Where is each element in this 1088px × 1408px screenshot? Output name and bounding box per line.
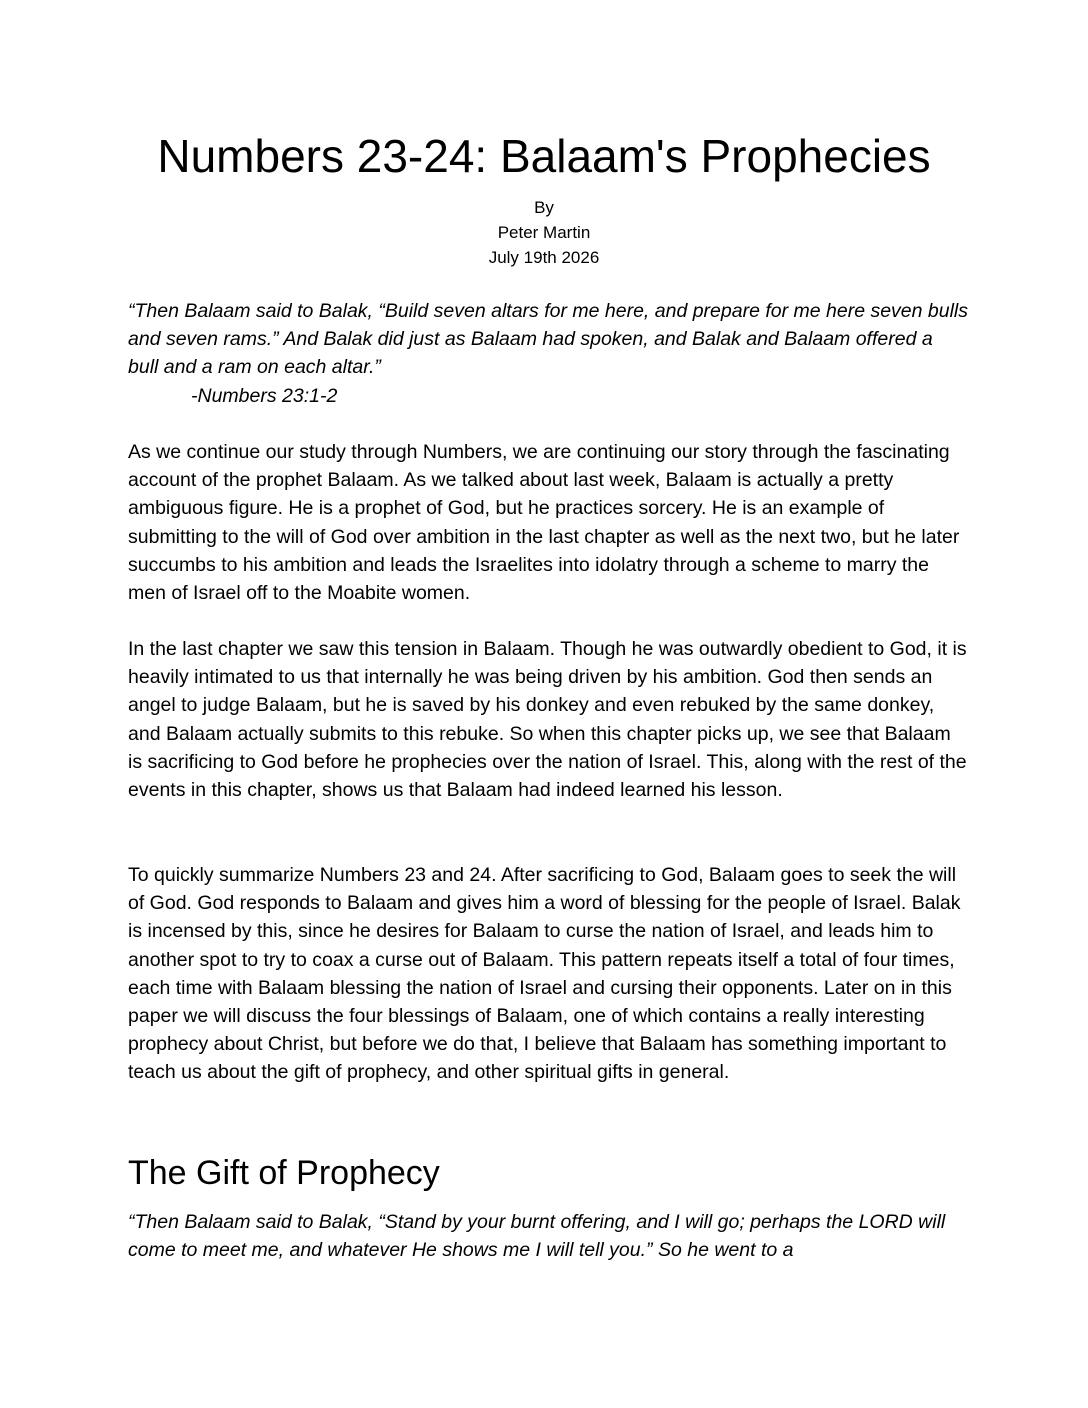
document-title: Numbers 23-24: Balaam's Prophecies bbox=[157, 130, 931, 182]
section-heading: The Gift of Prophecy bbox=[128, 1154, 440, 1192]
epigraph-citation: -Numbers 23:1-2 bbox=[191, 385, 338, 407]
epigraph-quote: “Then Balaam said to Balak, “Build seven altars for me here, and prepare for me here seven bulls and seven rams.” And Balak did just as Balaam had spoken, and Balak and Balaam offered a bull and a ram on each altar.” bbox=[128, 300, 969, 379]
body-paragraph-3: To quickly summarize Numbers 23 and 24. After sacrificing to God, Balaam goes to seek the will of God. God responds to Balaam and gives him a word of blessing for the people of Israel. Balak is incensed by this, since he desires for Balaam to curse the nation of Israel, and leads him to another spot to try to coax a curse out of Balaam. This pattern repeats itself a total of four times, each time with Balaam blessing the nation of Israel and cursing their opponents. Later on in this paper we will discuss the four blessings of Balaam, one of which contains a really interesting prophecy about Christ, but before we do that, I believe that Balaam has something important to teach us about the gift of prophecy, and other spiritual gifts in general. bbox=[128, 864, 961, 1084]
section-quote: “Then Balaam said to Balak, “Stand by your burnt offering, and I will go; perhaps the LORD will come to meet me, and whatever He shows me I will tell you.” So he went to a bbox=[128, 1211, 946, 1262]
body-paragraph-1: As we continue our study through Numbers, we are continuing our story through the fascinating account of the prophet Balaam. As we talked about last week, Balaam is actually a pretty ambiguous figure. He is a prophet of God, but he practices sorcery. He is an example of submitting to the will of God over ambition in the last chapter as well as the next two, but he later succumbs to his ambition and leads the Israelites into idolatry through a scheme to marry the men of Israel off to the Moabite women. bbox=[128, 441, 960, 605]
byline: By bbox=[534, 198, 554, 217]
body-paragraph-2: In the last chapter we saw this tension in Balaam. Though he was outwardly obedient to God, it is heavily intimated to us that internally he was being driven by his ambition. God then sends an angel to judge Balaam, but he is saved by his donkey and even rebuked by the same donkey, and Balaam actually submits to this rebuke. So when this chapter picks up, we see that Balaam is sacrificing to God before he prophecies over the nation of Israel. This, along with the rest of the events in this chapter, shows us that Balaam had indeed learned his lesson. bbox=[128, 638, 967, 802]
author-name: Peter Martin bbox=[497, 223, 591, 242]
document-date: July 19th 2026 bbox=[488, 248, 600, 267]
